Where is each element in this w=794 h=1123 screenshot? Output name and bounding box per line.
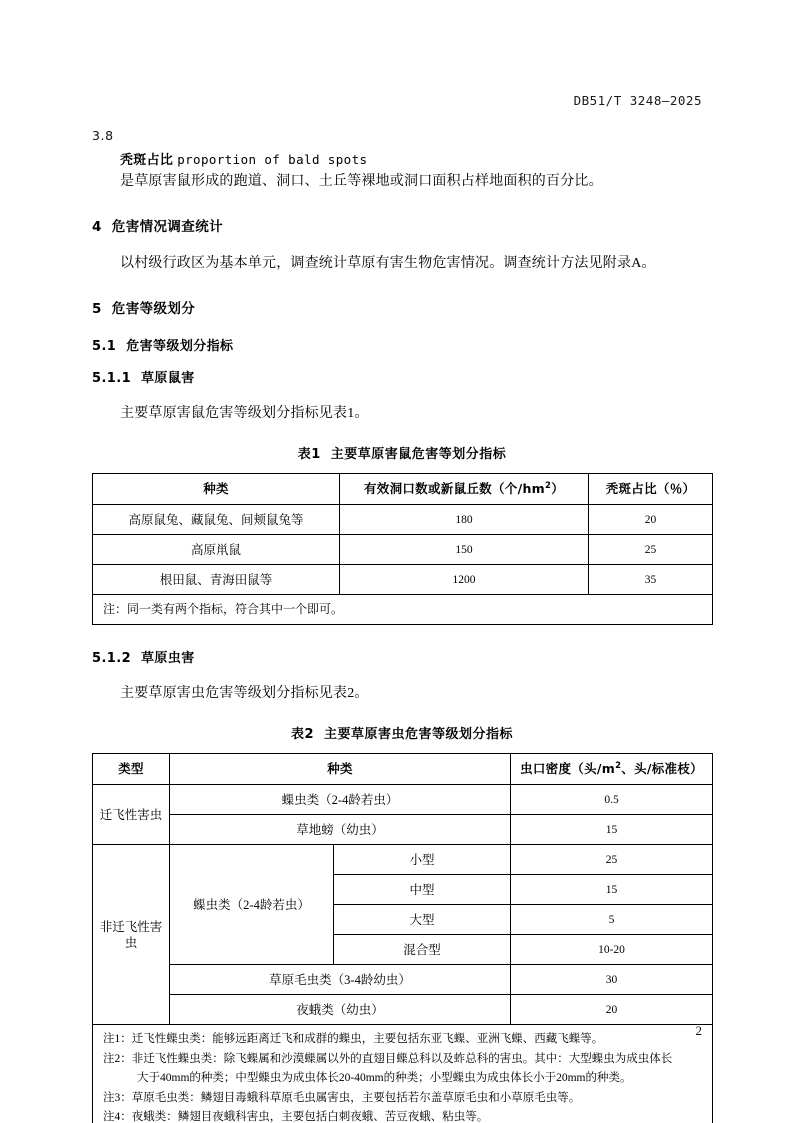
table2-col-density-pre: 虫口密度（头/m bbox=[520, 761, 616, 776]
table2-nonmig-size-3: 混合型 bbox=[334, 935, 511, 965]
clause-4-title: 危害情况调查统计 bbox=[111, 219, 223, 235]
table2-nonmig-density-1: 15 bbox=[511, 875, 713, 905]
clause-5-1-2-paragraph: 主要草原害虫危害等级划分指标见表2。 bbox=[120, 686, 369, 701]
term-name-en: proportion of bald spots bbox=[177, 152, 368, 167]
table2-nonmig-other-1-species: 夜蛾类（幼虫） bbox=[170, 995, 511, 1025]
table1-r1-bald: 25 bbox=[589, 535, 713, 565]
table-row bbox=[93, 505, 713, 535]
clause-heading-5-1-2 bbox=[92, 649, 712, 669]
table2-group-nonmigratory-label: 非迁飞性害虫 bbox=[93, 845, 170, 1025]
table1-r1-burrows: 150 bbox=[340, 535, 589, 565]
table2-nonmig-size-2: 大型 bbox=[334, 905, 511, 935]
clause-5-1-2-title: 草原虫害 bbox=[141, 651, 195, 666]
clause-5-1-1-title: 草原鼠害 bbox=[141, 371, 195, 386]
table2-mig-r0-density: 0.5 bbox=[511, 785, 713, 815]
table2-nonmig-size-1: 中型 bbox=[334, 875, 511, 905]
page-content bbox=[92, 126, 712, 1123]
term-name-cn: 秃斑占比 bbox=[120, 153, 174, 168]
table-row bbox=[93, 785, 713, 815]
table-row bbox=[93, 845, 713, 875]
table1-r0-burrows: 180 bbox=[340, 505, 589, 535]
table2-notes-row bbox=[93, 1025, 713, 1123]
table2-note-2-line1: 注2：非迁飞性蟝虫类：除飞蟝属和沙漠蟝属以外的直翅目蟝总科以及蚱总科的害虫。其中：大型蟝虫为成虫体长 bbox=[103, 1052, 673, 1065]
clause-5-1-1-number: 5.1.1 bbox=[92, 371, 132, 386]
table1-col-burrows bbox=[340, 474, 589, 505]
table2-nonmig-density-3: 10-20 bbox=[511, 935, 713, 965]
table2-notes bbox=[93, 1025, 713, 1123]
page-number: 2 bbox=[695, 1023, 702, 1038]
table2-mig-r0-species: 蟝虫类（2-4龄若虫） bbox=[170, 785, 511, 815]
table2-nonmig-density-2: 5 bbox=[511, 905, 713, 935]
table2-col-type: 类型 bbox=[93, 754, 170, 785]
table2-caption-number: 表2 bbox=[290, 727, 315, 742]
table1-note: 注：同一类有两个指标，符合其中一个即可。 bbox=[93, 595, 713, 625]
table-row bbox=[93, 565, 713, 595]
table1-caption bbox=[92, 445, 712, 465]
table1-header-row bbox=[93, 474, 713, 505]
table-insect-damage-grades bbox=[92, 753, 713, 1123]
clause-heading-5-1-1 bbox=[92, 369, 712, 389]
table1-r1-species: 高原鼡鼠 bbox=[93, 535, 340, 565]
table2-caption-title: 主要草原害虫危害等级划分指标 bbox=[324, 727, 514, 742]
table2-note-2-line2: 大于40mm的种类；中型蟝虫为成虫体长20-40mm的种类；小型蟝虫为成虫体长小于20mm的种类。 bbox=[137, 1072, 632, 1084]
table2-nonmig-other-1-density: 20 bbox=[511, 995, 713, 1025]
table2-header-row bbox=[93, 754, 713, 785]
table1-col-burrows-sup: 2 bbox=[544, 480, 552, 491]
clause-4-paragraph: 以村级行政区为基本单元，调查统计草原有害生物危害情况。调查统计方法见附录A。 bbox=[120, 256, 656, 271]
table-rodent-damage-grades bbox=[92, 473, 713, 625]
table2-note-3-line1: 注3：草原毛虫类：鳞翅目毒蛾科草原毛虫属害虫，主要包括若尔盖草原毛虫和小草原毛虫等。 bbox=[103, 1091, 581, 1104]
table-row bbox=[93, 965, 713, 995]
term-3-8 bbox=[120, 149, 712, 171]
table1-note-row bbox=[93, 595, 713, 625]
clause-5-1-title: 危害等级划分指标 bbox=[126, 339, 234, 354]
table2-mig-r1-density: 15 bbox=[511, 815, 713, 845]
table2-col-species: 种类 bbox=[170, 754, 511, 785]
table1-r0-species: 高原鼠兔、藏鼠兔、间颊鼠兔等 bbox=[93, 505, 340, 535]
table1-r0-bald: 20 bbox=[589, 505, 713, 535]
table-row bbox=[93, 535, 713, 565]
table2-caption bbox=[92, 725, 712, 745]
term-definition-3-8: 是草原害鼠形成的跑道、洞口、土丘等裸地或洞口面积占样地面积的百分比。 bbox=[120, 174, 603, 189]
table2-mig-r1-species: 草地螃（幼虫） bbox=[170, 815, 511, 845]
clause-heading-4 bbox=[92, 217, 712, 237]
table1-caption-title: 主要草原害鼠危害等划分指标 bbox=[330, 447, 507, 462]
table2-note-1-line1: 注1：迁飞性蟝虫类：能够远距离迁飞和成群的蟝虫，主要包括东亚飞蟝、亚洲飞蟝、西藏飞蟝等。 bbox=[103, 1033, 604, 1045]
table1-col-burrows-pre: 有效洞口数或新鼠丘数（个/hm bbox=[363, 481, 545, 496]
clause-5-title: 危害等级划分 bbox=[111, 301, 196, 317]
clause-5-1-1-paragraph: 主要草原害鼠危害等级划分指标见表1。 bbox=[120, 406, 369, 421]
table1-col-burrows-post: ） bbox=[551, 481, 565, 496]
standard-code: DB51/T 3248—2025 bbox=[573, 93, 702, 108]
clause-number-3-8: 3.8 bbox=[92, 128, 114, 143]
clause-5-1-number: 5.1 bbox=[92, 339, 117, 354]
table1-r2-burrows: 1200 bbox=[340, 565, 589, 595]
table-row bbox=[93, 815, 713, 845]
table-row bbox=[93, 995, 713, 1025]
table1-caption-number: 表1 bbox=[297, 447, 321, 462]
clause-5-number: 5 bbox=[92, 301, 102, 317]
clause-5-1-2-number: 5.1.2 bbox=[92, 651, 132, 666]
table2-col-density bbox=[511, 754, 713, 785]
clause-heading-5-1 bbox=[92, 337, 712, 357]
table1-col-bald: 秃斑占比（％） bbox=[589, 474, 713, 505]
clause-4-number: 4 bbox=[92, 219, 102, 235]
table1-col-species: 种类 bbox=[93, 474, 340, 505]
table2-col-density-post: 、头/标准枝） bbox=[621, 761, 703, 776]
table2-nonmig-locust-label: 蟝虫类（2-4龄若虫） bbox=[170, 845, 334, 965]
table2-nonmig-size-0: 小型 bbox=[334, 845, 511, 875]
page-header bbox=[92, 93, 702, 111]
table2-group-migratory-label: 迁飞性害虫 bbox=[93, 785, 170, 845]
table1-r2-bald: 35 bbox=[589, 565, 713, 595]
table2-note-4-line1: 注4：夜蛾类：鳞翅目夜蛾科害虫，主要包括白刺夜蛾、苦豆夜蛾、粘虫等。 bbox=[103, 1111, 489, 1123]
table1-r2-species: 根田鼠、青海田鼠等 bbox=[93, 565, 340, 595]
table2-nonmig-other-0-species: 草原毛虫类（3-4龄幼虫） bbox=[170, 965, 511, 995]
table2-col-density-sup: 2 bbox=[615, 760, 622, 771]
table2-nonmig-density-0: 25 bbox=[511, 845, 713, 875]
clause-heading-5 bbox=[92, 299, 712, 319]
table2-nonmig-other-0-density: 30 bbox=[511, 965, 713, 995]
